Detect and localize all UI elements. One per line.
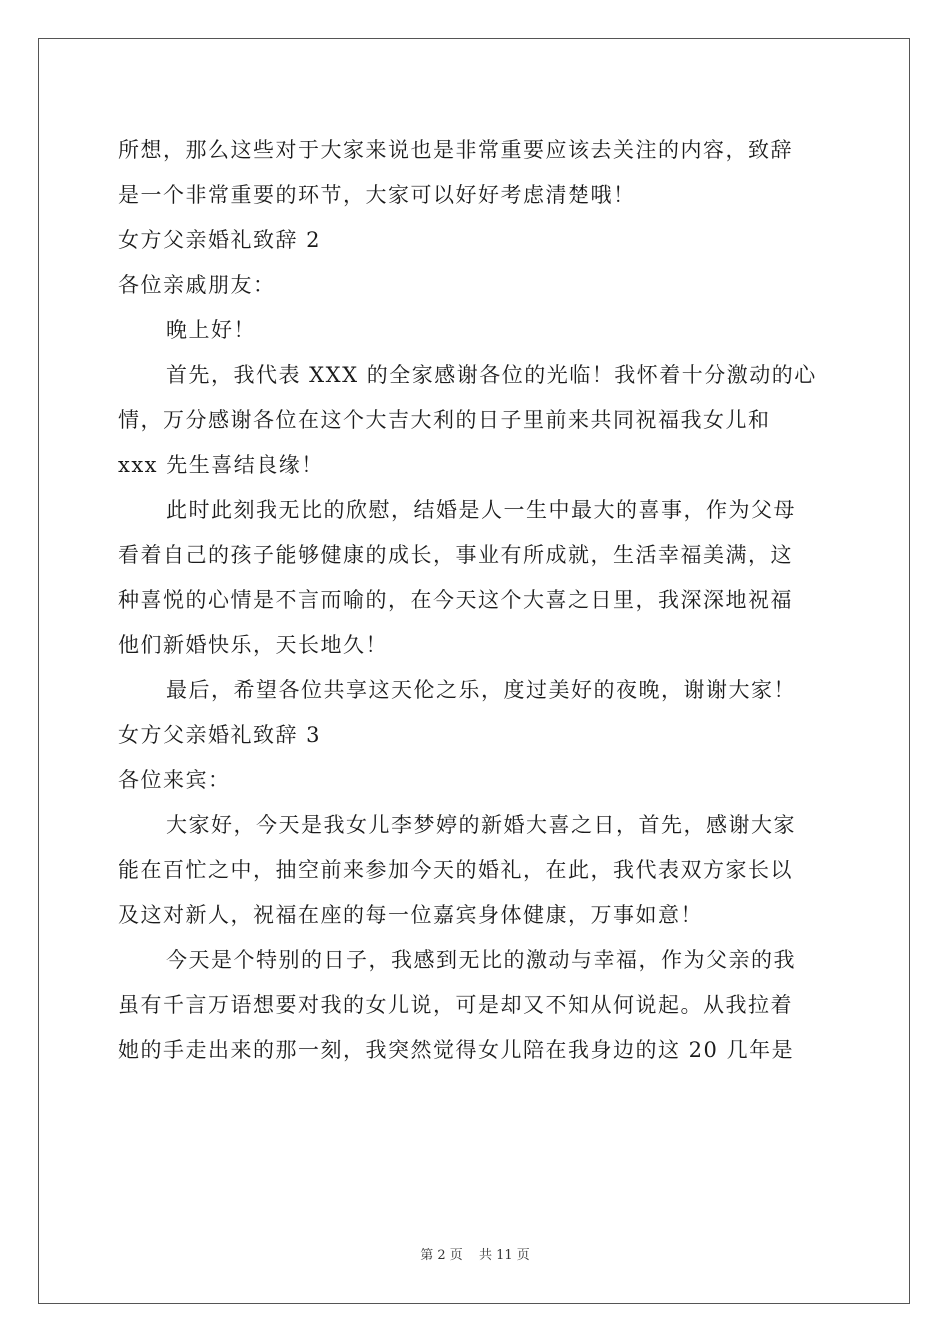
text-line: 种喜悦的心情是不言而喻的，在今天这个大喜之日里，我深深地祝福	[118, 588, 793, 612]
paragraph-start: 此时此刻我无比的欣慰，结婚是人一生中最大的喜事，作为父母	[166, 498, 796, 522]
text-line: xxx 先生喜结良缘！	[118, 453, 324, 477]
text-line: 及这对新人，祝福在座的每一位嘉宾身体健康，万事如意！	[118, 903, 703, 927]
text-line: 她的手走出来的那一刻，我突然觉得女儿陪在我身边的这 20 几年是	[118, 1038, 795, 1062]
text-line: 是一个非常重要的环节，大家可以好好考虑清楚哦！	[118, 183, 636, 207]
text-line: 情，万分感谢各位在这个大吉大利的日子里前来共同祝福我女儿和	[118, 408, 771, 432]
paragraph-start: 最后，希望各位共享这天伦之乐，度过美好的夜晚，谢谢大家！	[166, 678, 796, 702]
salutation: 各位来宾：	[118, 768, 231, 792]
text-line: 所想，那么这些对于大家来说也是非常重要应该去关注的内容，致辞	[118, 138, 793, 162]
text-line: 看着自己的孩子能够健康的成长，事业有所成就，生活幸福美满，这	[118, 543, 793, 567]
document-body	[118, 128, 834, 1073]
section-heading: 女方父亲婚礼致辞 3	[118, 723, 322, 747]
salutation: 各位亲戚朋友：	[118, 273, 276, 297]
paragraph-start: 大家好，今天是我女儿李梦婷的新婚大喜之日，首先，感谢大家	[166, 813, 796, 837]
page-total: 共 11 页	[478, 1248, 530, 1263]
page-footer	[0, 1244, 950, 1263]
text-line: 能在百忙之中，抽空前来参加今天的婚礼，在此，我代表双方家长以	[118, 858, 793, 882]
section-heading: 女方父亲婚礼致辞 2	[118, 228, 322, 252]
text-line: 虽有千言万语想要对我的女儿说，可是却又不知从何说起。从我拉着	[118, 993, 793, 1017]
text-line: 他们新婚快乐，天长地久！	[118, 633, 388, 657]
page-number: 第 2 页	[420, 1248, 463, 1263]
paragraph-start: 今天是个特别的日子，我感到无比的激动与幸福，作为父亲的我	[166, 948, 796, 972]
greeting: 晚上好！	[166, 318, 256, 342]
paragraph-start: 首先，我代表 XXX 的全家感谢各位的光临！我怀着十分激动的心	[166, 363, 817, 387]
